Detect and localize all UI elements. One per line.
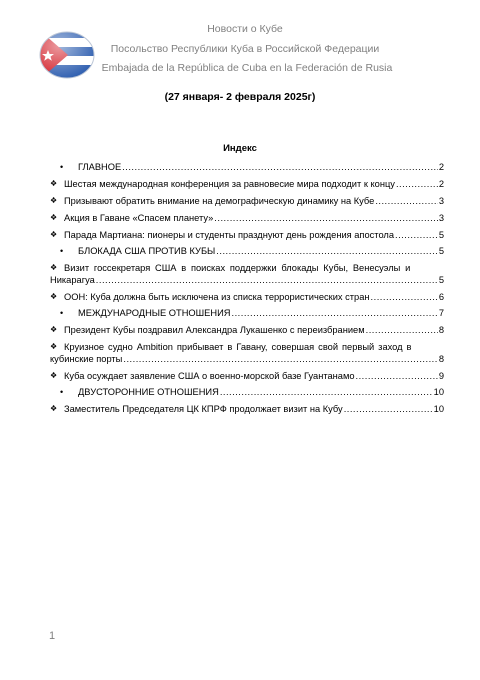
diamond-bullet-icon: ❖ [50, 230, 58, 239]
toc-entry-text: Заместитель Председателя ЦК КПРФ продолжает визит на Кубу [64, 404, 343, 414]
toc-entry-text-continued: Никарагуа [50, 275, 95, 285]
diamond-bullet-icon: ❖ [50, 292, 58, 301]
toc-entry-text: БЛОКАДА США ПРОТИВ КУБЫ [78, 246, 216, 256]
toc-entry[interactable] [50, 291, 444, 303]
toc-page-number: 9 [438, 371, 444, 381]
toc-entry[interactable] [50, 262, 444, 286]
toc-page-number: 5 [438, 230, 444, 240]
diamond-bullet-icon: ❖ [50, 342, 58, 351]
toc-page-number: 8 [438, 354, 444, 364]
toc-page-number: 10 [433, 387, 444, 397]
toc-title: Индекс [223, 143, 257, 154]
diamond-bullet-icon: ❖ [50, 371, 58, 380]
toc-page-number: 5 [438, 246, 444, 256]
header-title: Новости о Кубе [207, 23, 283, 35]
toc-page-number: 10 [433, 404, 444, 414]
toc-entry[interactable] [50, 212, 444, 224]
toc-entry[interactable] [50, 341, 444, 365]
bullet-icon: • [60, 308, 64, 318]
toc-entry-text: Президент Кубы поздравил Александра Лукашенко с переизбранием [64, 325, 365, 335]
date-range: (27 января- 2 февраля 2025г) [164, 91, 316, 103]
diamond-bullet-icon: ❖ [50, 196, 58, 205]
toc-entry[interactable] [50, 370, 444, 382]
toc-entry[interactable] [50, 324, 444, 336]
toc-entry-text: Куба осуждает заявление США о военно-морской базе Гуантанамо [64, 371, 355, 381]
toc-page-number: 7 [438, 308, 444, 318]
toc-entry-text: Круизное судно Ambition прибывает в Гавану, совершая свой первый заход в [64, 342, 412, 352]
diamond-bullet-icon: ❖ [50, 179, 58, 188]
toc-entry[interactable] [50, 245, 444, 257]
bullet-icon: • [60, 387, 64, 397]
toc-page-number: 6 [438, 292, 444, 302]
toc-entry[interactable] [50, 229, 444, 241]
toc-entry-text: МЕЖДУНАРОДНЫЕ ОТНОШЕНИЯ [78, 308, 231, 318]
toc-entry[interactable] [50, 195, 444, 207]
page-number: 1 [49, 630, 56, 642]
toc-entry-text-continued: кубинские порты [50, 354, 123, 364]
header-embassy-ru: Посольство Республики Куба в Российской Федерации [110, 43, 380, 55]
document-header [0, 0, 480, 80]
toc-entry-text: ГЛАВНОЕ [78, 162, 122, 172]
toc-page-number: 8 [438, 325, 444, 335]
toc-entry[interactable] [50, 403, 444, 415]
toc-entry[interactable] [50, 386, 444, 398]
diamond-bullet-icon: ❖ [50, 325, 58, 334]
toc-entry-text: Парада Мартиана: пионеры и студенты празднуют день рождения апостола [64, 230, 395, 240]
toc-entry-text: Призывают обратить внимание на демографическую динамику на Кубе [64, 196, 375, 206]
toc-entry-text: ООН: Куба должна быть исключена из списка террористических стран [64, 292, 370, 302]
toc-entry-text: Акция в Гаване «Спасем планету» [64, 213, 214, 223]
toc-entry-text: Визит госсекретаря США в поисках поддержки блокады Кубы, Венесуэлы и [64, 263, 411, 273]
toc-page-number: 3 [438, 213, 444, 223]
toc-entry-text: ДВУСТОРОННИЕ ОТНОШЕНИЯ [78, 387, 219, 397]
toc-page-number: 2 [438, 179, 444, 189]
diamond-bullet-icon: ❖ [50, 404, 58, 413]
toc-page-number: 5 [438, 275, 444, 285]
toc-entry[interactable] [50, 178, 444, 190]
toc-page-number: 2 [438, 162, 444, 172]
toc-entry-text: Шестая международная конференция за равновесие мира подходит к концу [64, 179, 395, 189]
toc-entry[interactable] [50, 161, 444, 173]
header-embassy-es: Embajada de la República de Cuba en la Federación de Rusia [101, 62, 393, 74]
bullet-icon: • [60, 162, 64, 172]
toc-page-number: 3 [438, 196, 444, 206]
toc-entry[interactable] [50, 307, 444, 319]
table-of-contents [50, 157, 444, 415]
diamond-bullet-icon: ❖ [50, 263, 58, 272]
diamond-bullet-icon: ❖ [50, 213, 58, 222]
bullet-icon: • [60, 246, 64, 256]
